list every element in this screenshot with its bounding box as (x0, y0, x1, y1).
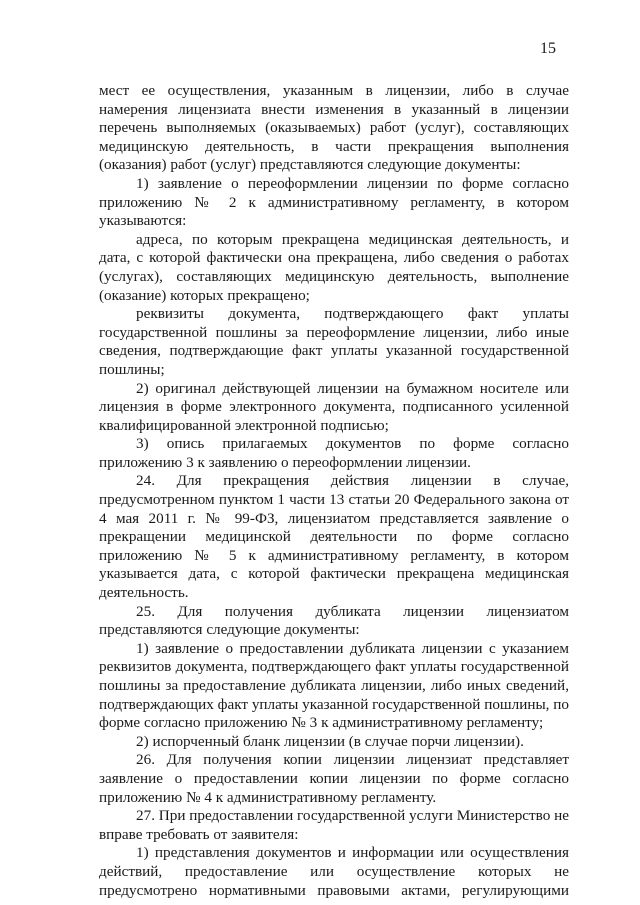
paragraph: 27. При предоставлении государственной услуги Министерство не вправе требовать от заявителя: (99, 807, 570, 843)
page-number: 15 (540, 40, 556, 57)
paragraph: 25. Для получения дубликата лицензии лицензиатом представляются следующие документы: (99, 602, 569, 639)
paragraph: 3) опись прилагаемых документов по форме согласно приложению 3 к заявлению о переоформлении лицензии. (99, 435, 569, 471)
document-body (99, 82, 569, 900)
paragraph: 2) испорченный бланк лицензии (в случае порчи лицензии). (136, 732, 524, 750)
paragraph: мест ее осуществления, указанным в лицензии, либо в случае намерения лицензиата внести изменения в указанный в лицензии перечень выполняемых (оказываемых) работ (услуг), составляющих медицинскую деятельность, в части прекращения выполнения (оказания) работ (услуг) представляются следующие документы: (99, 82, 569, 174)
paragraph: 2) оригинал действующей лицензии на бумажном носителе или лицензия в форме электронного документа, подписанного усиленной квалифицированной электронной подписью; (99, 379, 569, 434)
paragraph: 24. Для прекращения действия лицензии в случае, предусмотренном пунктом 1 части 13 статьи 20 Федерального закона от 4 мая 2011 г. № 99-ФЗ, лицензиатом представляется заявление о прекращении медицинской деятельности по форме согласно приложению № 5 к административному регламенту, в котором указывается дата, с которой фактически прекращена медицинская деятельность. (99, 472, 569, 602)
paragraph: 26. Для получения копии лицензии лицензиат представляет заявление о предоставлении копии лицензии по форме согласно приложению № 4 к административному регламенту. (99, 751, 569, 806)
paragraph: адреса, по которым прекращена медицинская деятельность, и дата, с которой фактически она прекращена, либо сведения о работах (услугах), составляющих медицинскую деятельность, выполнение (оказание) которых прекращено; (99, 230, 569, 304)
paragraph: 1) заявление о переоформлении лицензии по форме согласно приложению № 2 к административному регламенту, в котором указываются: (99, 174, 569, 230)
paragraph: реквизиты документа, подтверждающего факт уплаты государственной пошлины за переоформление лицензии, либо иные сведения, подтверждающие факт уплаты указанной государственной пошлины; (99, 305, 569, 378)
paragraph: 1) заявление о предоставлении дубликата лицензии с указанием реквизитов документа, подтверждающего факт уплаты государственной пошлины за предоставление дубликата лицензии, либо иных сведений, подтверждающих факт уплаты указанной государственной пошлины, по форме согласно приложению № 3 к административному регламенту; (99, 639, 569, 732)
paragraph: 1) представления документов и информации или осуществления действий, предоставление или осуществление которых не предусмотрено нормативными правовыми актами, регулирующими (99, 844, 569, 899)
